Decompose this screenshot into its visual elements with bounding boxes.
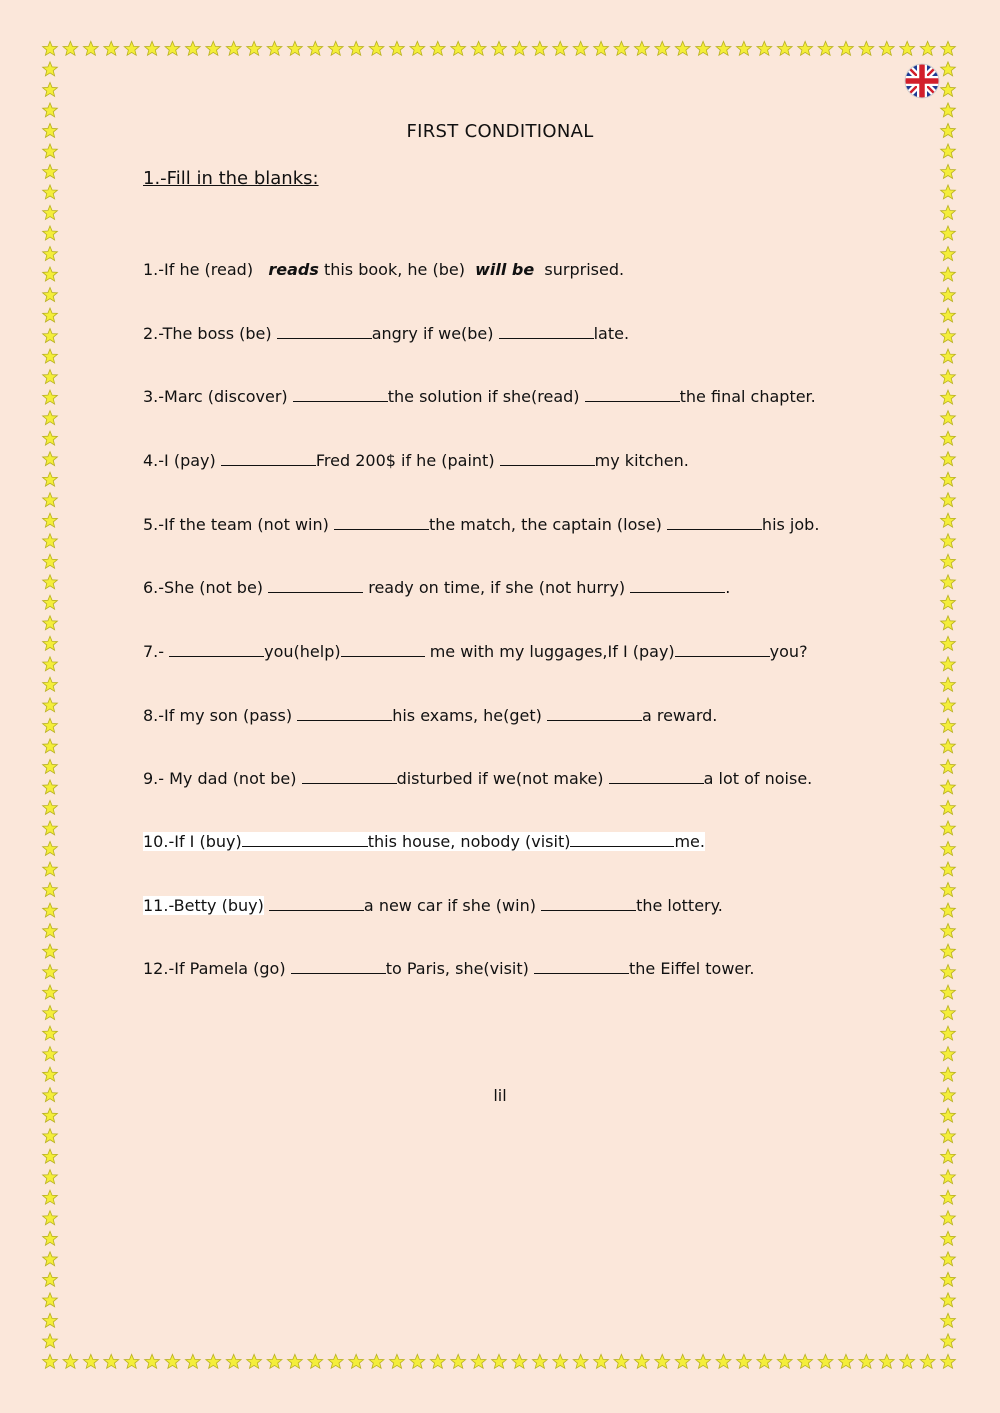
star-icon: [594, 1354, 609, 1368]
blank-field[interactable]: [293, 387, 388, 402]
star-icon: [288, 41, 303, 55]
star-icon: [43, 103, 58, 117]
star-icon: [920, 1354, 935, 1368]
blank-field[interactable]: [302, 769, 397, 784]
blank-field[interactable]: [500, 451, 595, 466]
answer-1a: reads: [268, 260, 319, 279]
star-icon: [900, 1354, 915, 1368]
star-icon: [145, 41, 160, 55]
star-icon: [879, 41, 894, 55]
star-icon: [43, 882, 58, 896]
star-icon: [941, 1252, 956, 1266]
question-2: 2.-The boss (be) angry if we(be) late.: [143, 324, 630, 343]
star-icon: [43, 985, 58, 999]
star-icon: [43, 739, 58, 753]
star-icon: [941, 329, 956, 343]
star-icon: [941, 759, 956, 773]
star-icon: [941, 185, 956, 199]
star-icon: [941, 739, 956, 753]
star-icon: [165, 1354, 180, 1368]
star-icon: [941, 1047, 956, 1061]
star-icon: [941, 636, 956, 650]
star-icon: [941, 411, 956, 425]
star-icon: [941, 554, 956, 568]
star-icon: [308, 1354, 323, 1368]
star-icon: [390, 41, 405, 55]
star-icon: [43, 1006, 58, 1020]
star-icon: [43, 718, 58, 732]
blank-field[interactable]: [269, 896, 364, 911]
star-icon: [941, 226, 956, 240]
star-icon: [634, 41, 649, 55]
star-icon: [43, 944, 58, 958]
star-icon: [839, 41, 854, 55]
star-icon: [145, 1354, 160, 1368]
star-icon: [532, 41, 547, 55]
star-icon: [512, 41, 527, 55]
star-icon: [941, 985, 956, 999]
star-icon: [430, 1354, 445, 1368]
star-icon: [369, 41, 384, 55]
star-icon: [941, 1170, 956, 1184]
star-icon: [859, 1354, 874, 1368]
star-icon: [532, 1354, 547, 1368]
blank-field[interactable]: [585, 387, 680, 402]
star-icon: [941, 657, 956, 671]
star-icon: [43, 41, 58, 55]
star-icon: [206, 1354, 221, 1368]
blank-field[interactable]: [570, 832, 674, 847]
star-icon: [941, 1149, 956, 1163]
star-icon: [349, 1354, 364, 1368]
star-icon: [349, 41, 364, 55]
question-3: 3.-Marc (discover) the solution if she(read) the final chapter.: [143, 387, 816, 406]
star-icon: [941, 882, 956, 896]
star-icon: [43, 780, 58, 794]
star-icon: [941, 1190, 956, 1204]
star-icon: [941, 431, 956, 445]
star-icon: [777, 1354, 792, 1368]
star-icon: [900, 41, 915, 55]
question-12: 12.-If Pamela (go) to Paris, she(visit) the Eiffel tower.: [143, 959, 755, 978]
star-icon: [941, 534, 956, 548]
star-icon: [941, 1211, 956, 1225]
star-icon: [696, 1354, 711, 1368]
star-icon: [43, 472, 58, 486]
star-icon: [43, 698, 58, 712]
star-icon: [104, 1354, 119, 1368]
star-icon: [941, 1272, 956, 1286]
star-icon: [941, 944, 956, 958]
star-icon: [369, 1354, 384, 1368]
star-icon: [43, 1108, 58, 1122]
star-icon: [206, 41, 221, 55]
star-icon: [43, 431, 58, 445]
star-icon: [43, 493, 58, 507]
star-icon: [43, 616, 58, 630]
star-icon: [941, 513, 956, 527]
star-icon: [941, 677, 956, 691]
blank-field[interactable]: [334, 515, 429, 530]
star-icon: [247, 41, 262, 55]
star-icon: [941, 452, 956, 466]
star-icon: [43, 329, 58, 343]
star-icon: [308, 41, 323, 55]
star-icon: [83, 41, 98, 55]
star-icon: [63, 1354, 78, 1368]
star-icon: [675, 41, 690, 55]
star-icon: [451, 41, 466, 55]
star-icon: [941, 103, 956, 117]
star-icon: [63, 41, 78, 55]
star-icon: [941, 205, 956, 219]
star-icon: [941, 718, 956, 732]
blank-field[interactable]: [667, 515, 762, 530]
star-icon: [941, 247, 956, 261]
star-icon: [879, 1354, 894, 1368]
star-icon: [43, 513, 58, 527]
star-icon: [43, 1313, 58, 1327]
star-icon: [757, 1354, 772, 1368]
blank-field[interactable]: [630, 578, 725, 593]
star-icon: [655, 41, 670, 55]
star-icon: [43, 226, 58, 240]
star-icon: [471, 1354, 486, 1368]
blank-field[interactable]: [499, 324, 594, 339]
star-icon: [471, 41, 486, 55]
star-icon: [859, 41, 874, 55]
star-icon: [941, 1313, 956, 1327]
blank-field[interactable]: [341, 642, 425, 657]
star-icon: [43, 759, 58, 773]
star-icon: [594, 41, 609, 55]
answer-1b: will be: [475, 260, 535, 279]
star-icon: [43, 1252, 58, 1266]
star-icon: [430, 41, 445, 55]
star-icon: [43, 800, 58, 814]
star-icon: [43, 82, 58, 96]
star-icon: [165, 41, 180, 55]
question-8: 8.-If my son (pass) his exams, he(get) a reward.: [143, 706, 718, 725]
star-icon: [941, 862, 956, 876]
blank-field[interactable]: [541, 896, 636, 911]
question-6: 6.-She (not be) ready on time, if she (not hurry) .: [143, 578, 731, 597]
star-icon: [43, 924, 58, 938]
blank-field[interactable]: [291, 959, 386, 974]
star-icon: [941, 390, 956, 404]
star-icon: [43, 349, 58, 363]
question-7: 7.- you(help) me with my luggages,If I (pay) you?: [143, 642, 808, 661]
star-icon: [43, 247, 58, 261]
star-icon: [43, 821, 58, 835]
star-icon: [43, 1067, 58, 1081]
star-icon: [43, 595, 58, 609]
star-icon: [941, 1334, 956, 1348]
star-icon: [941, 164, 956, 178]
star-icon: [941, 267, 956, 281]
star-icon: [43, 164, 58, 178]
star-icon: [941, 1293, 956, 1307]
star-icon: [614, 1354, 629, 1368]
blank-field[interactable]: [609, 769, 704, 784]
star-icon: [267, 1354, 282, 1368]
star-icon: [43, 1211, 58, 1225]
star-icon: [43, 1231, 58, 1245]
star-icon: [43, 411, 58, 425]
star-icon: [941, 780, 956, 794]
star-icon: [920, 41, 935, 55]
star-icon: [43, 1272, 58, 1286]
blank-field[interactable]: [268, 578, 363, 593]
star-icon: [43, 144, 58, 158]
star-icon: [941, 1231, 956, 1245]
star-icon: [43, 1129, 58, 1143]
star-icon: [553, 1354, 568, 1368]
star-icon: [941, 41, 956, 55]
star-icon: [941, 288, 956, 302]
star-icon: [941, 595, 956, 609]
star-icon: [941, 1006, 956, 1020]
star-icon: [43, 370, 58, 384]
blank-field[interactable]: [675, 642, 770, 657]
blank-field[interactable]: [547, 706, 642, 721]
star-icon: [737, 1354, 752, 1368]
star-icon: [716, 41, 731, 55]
star-icon: [43, 1047, 58, 1061]
star-icon: [512, 1354, 527, 1368]
question-10: 10.-If I (buy) this house, nobody (visit) me.: [143, 832, 705, 851]
star-icon: [798, 41, 813, 55]
star-icon: [941, 698, 956, 712]
star-icon: [941, 1026, 956, 1040]
star-icon: [43, 267, 58, 281]
star-icon: [43, 1293, 58, 1307]
star-icon: [573, 41, 588, 55]
question-11: 11.-Betty (buy) a new car if she (win) the lottery.: [143, 896, 723, 915]
star-icon: [941, 349, 956, 363]
star-icon: [818, 1354, 833, 1368]
star-icon: [941, 308, 956, 322]
star-icon: [390, 1354, 405, 1368]
star-icon: [288, 1354, 303, 1368]
star-icon: [941, 493, 956, 507]
star-icon: [573, 1354, 588, 1368]
star-icon: [941, 1129, 956, 1143]
star-icon: [451, 1354, 466, 1368]
star-icon: [328, 41, 343, 55]
star-icon: [43, 62, 58, 76]
star-icon: [696, 41, 711, 55]
star-icon: [328, 1354, 343, 1368]
star-icon: [941, 62, 956, 76]
star-icon: [410, 41, 425, 55]
star-icon: [941, 82, 956, 96]
star-icon: [43, 903, 58, 917]
star-icon: [43, 390, 58, 404]
star-icon: [43, 452, 58, 466]
star-icon: [941, 965, 956, 979]
star-icon: [247, 1354, 262, 1368]
star-icon: [43, 288, 58, 302]
star-icon: [941, 1067, 956, 1081]
star-icon: [941, 472, 956, 486]
star-icon: [941, 616, 956, 630]
star-icon: [226, 1354, 241, 1368]
star-icon: [634, 1354, 649, 1368]
blank-field[interactable]: [534, 959, 629, 974]
star-icon: [757, 41, 772, 55]
star-icon: [410, 1354, 425, 1368]
star-icon: [941, 1354, 956, 1368]
star-icon: [267, 41, 282, 55]
star-icon: [941, 144, 956, 158]
star-icon: [492, 1354, 507, 1368]
star-icon: [43, 965, 58, 979]
star-icon: [655, 1354, 670, 1368]
question-1: 1.-If he (read) reads this book, he (be) will be surprised.: [143, 260, 625, 279]
blank-field[interactable]: [277, 324, 372, 339]
star-icon: [941, 370, 956, 384]
star-icon: [43, 1334, 58, 1348]
blank-field[interactable]: [297, 706, 392, 721]
star-icon: [124, 41, 139, 55]
star-icon: [614, 41, 629, 55]
star-icon: [941, 800, 956, 814]
star-icon: [553, 41, 568, 55]
star-icon: [941, 575, 956, 589]
star-icon: [941, 903, 956, 917]
star-icon: [777, 41, 792, 55]
question-9: 9.- My dad (not be) disturbed if we(not make) a lot of noise.: [143, 769, 813, 788]
star-icon: [226, 41, 241, 55]
star-icon: [839, 1354, 854, 1368]
star-icon: [818, 41, 833, 55]
star-icon: [43, 534, 58, 548]
star-icon: [43, 1149, 58, 1163]
star-icon: [941, 841, 956, 855]
blank-field[interactable]: [242, 832, 368, 847]
star-icon: [43, 862, 58, 876]
star-icon: [43, 677, 58, 691]
footer-text: lil: [493, 1086, 507, 1105]
star-icon: [43, 205, 58, 219]
star-icon: [492, 41, 507, 55]
star-icon: [941, 1108, 956, 1122]
blank-field[interactable]: [169, 642, 264, 657]
star-icon: [43, 308, 58, 322]
star-icon: [124, 1354, 139, 1368]
star-icon: [185, 1354, 200, 1368]
star-icon: [104, 41, 119, 55]
star-icon: [43, 1354, 58, 1368]
uk-flag-icon: [904, 63, 940, 99]
star-icon: [43, 1190, 58, 1204]
star-icon: [675, 1354, 690, 1368]
star-icon: [43, 185, 58, 199]
blank-field[interactable]: [221, 451, 316, 466]
star-icon: [716, 1354, 731, 1368]
page-title: FIRST CONDITIONAL: [406, 121, 594, 142]
star-icon: [43, 575, 58, 589]
question-4: 4.-I (pay) Fred 200$ if he (paint) my kitchen.: [143, 451, 689, 470]
question-5: 5.-If the team (not win) the match, the captain (lose) his job.: [143, 515, 820, 534]
star-icon: [43, 1026, 58, 1040]
star-icon: [83, 1354, 98, 1368]
star-icon: [43, 1170, 58, 1184]
star-icon: [941, 821, 956, 835]
star-icon: [941, 924, 956, 938]
star-icon: [43, 636, 58, 650]
star-icon: [185, 41, 200, 55]
star-icon: [43, 554, 58, 568]
star-icon: [737, 41, 752, 55]
star-icon: [798, 1354, 813, 1368]
instruction-heading: 1.-Fill in the blanks:: [143, 168, 319, 189]
star-icon: [43, 841, 58, 855]
star-icon: [43, 657, 58, 671]
